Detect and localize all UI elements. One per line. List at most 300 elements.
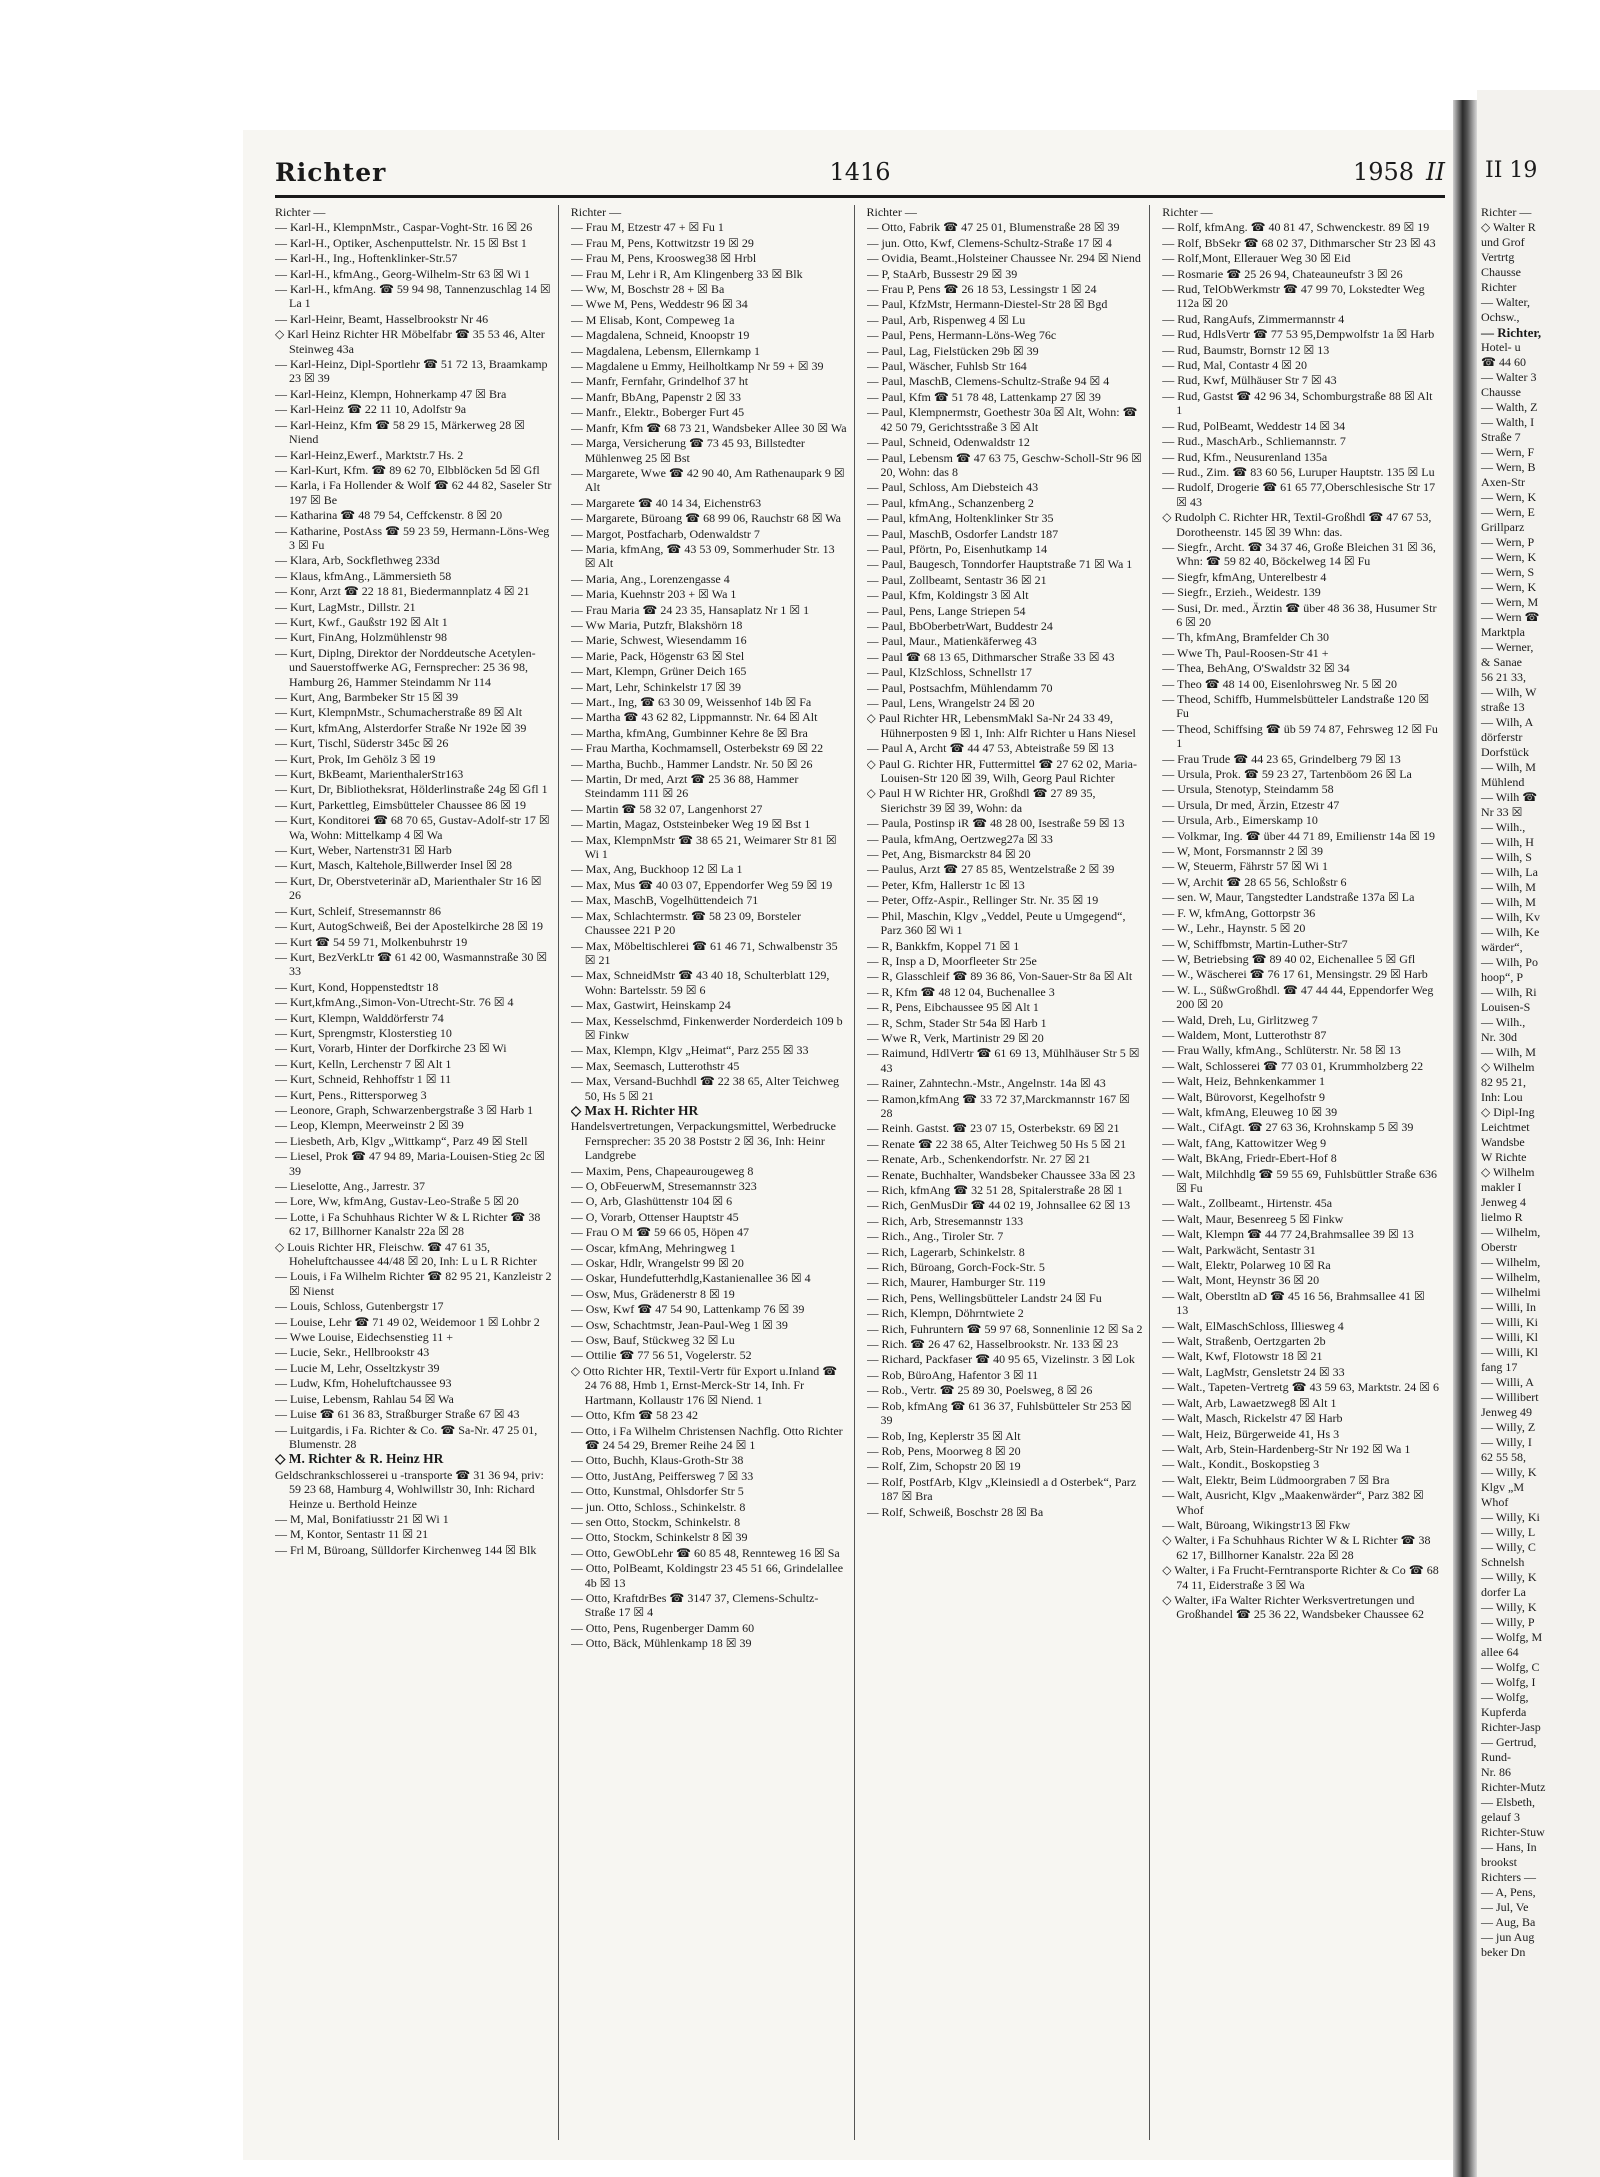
- facing-page-line: Rund-: [1481, 1750, 1511, 1764]
- directory-entry: — Osw, Mus, Grädenerstr 8 ☒ 19: [570, 1286, 735, 1301]
- directory-entry: — Liesel, Prok ☎ 47 94 89, Maria-Louisen-Stieg 2c ☒ 39: [275, 1149, 545, 1178]
- facing-page-line: — Wilh, La: [1481, 865, 1538, 879]
- directory-entry: — Kurt, Ang, Barmbeker Str 15 ☒ 39: [275, 690, 459, 704]
- facing-page-line: — Willy, P: [1481, 1615, 1535, 1629]
- directory-entry: — Kurt, Kelln, Lerchenstr 7 ☒ Alt 1: [275, 1056, 452, 1071]
- directory-entry: ◇ Otto Richter HR, Textil-Vertr für Export u.Inland ☎ 24 76 88, Hmb 1, Ernst-Merck-Str 14, Inh. Fr Hartmann, Kollaustr 176 ☒ Niend. 1: [570, 1363, 838, 1407]
- facing-page-line: Grillparz: [1481, 520, 1525, 534]
- facing-page-line: — Wilh, Po: [1481, 955, 1538, 969]
- directory-entry: ◇ Louis Richter HR, Fleischw. ☎ 47 61 35, Hoheluftchaussee 44/48 ☒ 20, Inh: L u L R Richter: [275, 1239, 537, 1269]
- facing-page-edge: [1477, 90, 1600, 2177]
- facing-page-line: — Willy, L: [1481, 1525, 1536, 1539]
- directory-entry: — jun. Otto, Schloss., Schinkelstr. 8: [570, 1499, 746, 1514]
- facing-page-line: — Wern, P: [1481, 535, 1535, 549]
- directory-entry: — Ursula, Stenotyp, Steindamm 58: [1162, 782, 1334, 797]
- directory-entry: — Karl-H., Optiker, Aschenputtelstr. Nr. 15 ☒ Bst 1: [275, 235, 527, 250]
- directory-entry: — Magdalena, Lebensm, Ellernkamp 1: [570, 343, 761, 358]
- directory-entry: — Frau M, Pens, Kroosweg38 ☒ Hrbl: [570, 251, 757, 266]
- facing-page-line: hoop“, P: [1481, 970, 1523, 984]
- directory-entry: ◇ Walter, iFa Walter Richter Werksvertretungen und Großhandel ☎ 25 36 22, Wandsbeker Chaussee 62: [1162, 1592, 1424, 1622]
- directory-entry: — Karl-H., kfmAng. ☎ 59 94 98, Tannenzuschlag 14 ☒ La 1: [275, 282, 551, 311]
- directory-entry: — Marie, Schwest, Wiesendamm 16: [570, 633, 747, 648]
- facing-page-line: — Willy, Z: [1481, 1420, 1536, 1434]
- facing-page-line: Wandsbe: [1481, 1135, 1525, 1149]
- directory-entry: — Walt., Tapeten-Vertretg ☎ 43 59 63, Marktstr. 24 ☒ 6: [1162, 1380, 1439, 1395]
- facing-page-line: Schnelsh: [1481, 1555, 1525, 1569]
- facing-page-line: ◇ Walter R: [1481, 220, 1536, 234]
- facing-page-line: — Walth, Z: [1481, 400, 1538, 414]
- facing-page-line: — Wilh, Ri: [1481, 985, 1537, 999]
- directory-entry: — Wwe Louise, Eidechsenstieg 11 +: [275, 1330, 454, 1345]
- directory-entry: — Otto, Bäck, Mühlenkamp 18 ☒ 39: [570, 1636, 752, 1651]
- directory-entry: — Pet, Ang, Bismarckstr 84 ☒ 20: [866, 847, 1031, 862]
- facing-page-line: — Willy, K: [1481, 1600, 1537, 1614]
- directory-entry: — Luise ☎ 61 36 83, Straßburger Straße 67 ☒ 43: [275, 1407, 520, 1422]
- directory-entry: — Paul, Wäscher, Fuhlsb Str 164: [866, 359, 1027, 374]
- directory-entry: — Max, Mus ☎ 40 03 07, Eppendorfer Weg 59 ☒ 19: [570, 877, 833, 892]
- facing-page-line: fang 17: [1481, 1360, 1518, 1374]
- directory-entry: — Karl-Heinz,Ewerf., Marktstr.7 Hs. 2: [275, 447, 464, 462]
- directory-entry: — Leonore, Graph, Schwarzenbergstraße 3 ☒ Harb 1: [275, 1102, 534, 1117]
- directory-entry: — Rolf, Schweiß, Boschstr 28 ☒ Ba: [866, 1504, 1044, 1519]
- directory-entry: — Paul, kfmAng., Schanzenberg 2: [866, 495, 1034, 510]
- directory-entry: — Margarete, Büroang ☎ 68 99 06, Rauchstr 68 ☒ Wa: [570, 511, 841, 526]
- facing-page-line: — Willi, Ki: [1481, 1315, 1538, 1329]
- facing-page-line: — Wern, S: [1481, 565, 1535, 579]
- facing-page-line: ◇ Dipl-Ing: [1481, 1105, 1535, 1119]
- part-number: II: [1426, 158, 1445, 186]
- directory-entry: — Otto, Stockm, Schinkelstr 8 ☒ 39: [570, 1530, 748, 1545]
- column-continuation-head: Richter —: [1162, 205, 1213, 219]
- directory-entry: — Walt, Heiz, Behnkenkammer 1: [1162, 1074, 1326, 1089]
- facing-page-line: Kupferda: [1481, 1705, 1527, 1719]
- directory-entry: — Theod, Schiffb, Hummelsbütteler Landstraße 120 ☒ Fu: [1162, 692, 1430, 721]
- facing-page-line: Vertrtg: [1481, 250, 1515, 264]
- facing-page-line: — Wern, B: [1481, 460, 1536, 474]
- directory-entry: — Frau Wally, kfmAng., Schlüterstr. Nr. 58 ☒ 13: [1162, 1043, 1401, 1058]
- directory-entry: — Kurt, AutogSchweiß, Bei der Apostelkirche 28 ☒ 19: [275, 919, 544, 934]
- directory-entry: — Martha ☎ 43 62 82, Lippmannstr. Nr. 64 ☒ Alt: [570, 710, 818, 725]
- directory-entry: — Frau Maria ☎ 24 23 35, Hansaplatz Nr 1 ☒ 1: [570, 602, 810, 617]
- facing-page-line: & Sanae: [1481, 655, 1522, 669]
- directory-entry: — Osw, Bauf, Stückweg 32 ☒ Lu: [570, 1333, 735, 1348]
- facing-page-line: Dorfstück: [1481, 745, 1529, 759]
- directory-entry: — Martha, Buchb., Hammer Landstr. Nr. 50 ☒ 26: [570, 756, 813, 771]
- directory-entry: — sen. W, Maur, Tangstedter Landstraße 137a ☒ La: [1162, 890, 1415, 905]
- directory-entry: — Ww, M, Boschstr 28 + ☒ Ba: [570, 282, 725, 297]
- directory-entry: — Rolf, PostfArb, Klgv „Kleinsiedl a d Osterbek“, Parz 187 ☒ Bra: [866, 1474, 1137, 1504]
- directory-entry: — Kurt, Schneid, Rehhoffstr 1 ☒ 11: [275, 1072, 452, 1087]
- listing-columns: [275, 205, 1445, 2140]
- directory-entry: — Phil, Maschin, Klgv „Veddel, Peute u Umgegend“, Parz 360 ☒ Wi 1: [866, 908, 1126, 938]
- facing-page-line: Richter-Jasp: [1481, 1720, 1541, 1734]
- directory-entry: — Wwe M, Pens, Weddestr 96 ☒ 34: [570, 297, 748, 312]
- header-rule: [275, 195, 1445, 198]
- directory-entry: — Walt, Oberstltn aD ☎ 45 16 56, Brahmsallee 41 ☒ 13: [1162, 1288, 1425, 1318]
- directory-entry: — Kurt, BkBeamt, MarienthalerStr163: [275, 767, 464, 782]
- directory-entry: — Paul, Schneid, Odenwaldstr 12: [866, 435, 1030, 450]
- directory-entry: — Walt, LagMstr, Gensletstr 24 ☒ 33: [1162, 1364, 1345, 1379]
- directory-entry: — Th, kfmAng, Bramfelder Ch 30: [1162, 630, 1330, 645]
- directory-entry: — Magdalena, Schneid, Knoopstr 19: [570, 328, 750, 343]
- directory-entry: — Rosmarie ☎ 25 26 94, Chateauneufstr 3 ☒ 26: [1162, 266, 1403, 281]
- directory-entry: — jun. Otto, Kwf, Clemens-Schultz-Straße 17 ☒ 4: [866, 235, 1112, 250]
- directory-entry: — Rud, Kfm., Neusurenland 135a: [1162, 449, 1328, 464]
- facing-page-line: — Wern ☎: [1481, 610, 1540, 624]
- directory-entry: — Lotte, i Fa Schuhhaus Richter W & L Richter ☎ 38 62 17, Billhorner Kanalstr 22a ☒ 28: [275, 1209, 541, 1239]
- facing-page-line: — Walter 3: [1481, 370, 1537, 384]
- directory-entry: — Paul, KfzMstr, Hermann-Diestel-Str 28 ☒ Bgd: [866, 297, 1108, 312]
- directory-entry: — M, Kontor, Sentastr 11 ☒ 21: [275, 1527, 429, 1542]
- directory-entry: — Kurt, kfmAng, Alsterdorfer Straße Nr 192e ☒ 39: [275, 720, 527, 735]
- facing-page-line: — Jul, Ve: [1481, 1900, 1529, 1914]
- facing-page-line: — Willibert: [1481, 1390, 1539, 1404]
- listing-column-3: [867, 205, 1151, 2140]
- directory-entry: — Rud, Baumstr, Bornstr 12 ☒ 13: [1162, 342, 1330, 357]
- directory-entry: — Paul, kfmAng, Holtenklinker Str 35: [866, 511, 1054, 526]
- directory-entry: — Paul, Klempnermstr, Goethestr 30a ☒ Alt, Wohn: ☎ 42 50 79, Gerichtsstraße 3 ☒ Alt: [866, 405, 1138, 434]
- directory-entry: — Frau O M ☎ 59 66 05, Höpen 47: [570, 1225, 750, 1240]
- directory-entry: — Walt, fAng, Kattowitzer Weg 9: [1162, 1135, 1327, 1150]
- directory-entry: — Paul, Schloss, Am Diebsteich 43: [866, 480, 1039, 495]
- facing-page-line: — Wilh, S: [1481, 850, 1532, 864]
- directory-entry: — Otto, KraftdrBes ☎ 3147 37, Clemens-Schultz-Straße 17 ☒ 4: [570, 1590, 819, 1620]
- directory-entry: — Karl-H., KlempnMstr., Caspar-Voght-Str. 16 ☒ 26: [275, 220, 533, 235]
- directory-entry: — Max, SchneidMstr ☎ 43 40 18, Schulterblatt 129, Wohn: Bartelsstr. 59 ☒ 6: [570, 968, 830, 997]
- facing-page-line: Chausse: [1481, 265, 1521, 279]
- facing-page-line: — Wilh, Kv: [1481, 910, 1540, 924]
- directory-entry: — Paul, Lebensm ☎ 47 63 75, Geschw-Scholl-Str 96 ☒ 20, Wohn: das 8: [866, 450, 1142, 479]
- directory-entry: — Walt, Arb, Lawaetzweg8 ☒ Alt 1: [1162, 1395, 1337, 1410]
- directory-entry: — Ursula, Arb., Eimerskamp 10: [1162, 813, 1318, 828]
- facing-page-line: Marktpla: [1481, 625, 1525, 639]
- facing-page-line: — Wilh, W: [1481, 685, 1537, 699]
- facing-page-line: wärder“,: [1481, 940, 1523, 954]
- facing-page-line: — Willy, Ki: [1481, 1510, 1540, 1524]
- facing-page-line: — Willy, I: [1481, 1435, 1532, 1449]
- facing-page-line: — Willi, In: [1481, 1300, 1536, 1314]
- facing-page-line: Whof: [1481, 1495, 1509, 1509]
- directory-entry: — Walt., CifAgt. ☎ 27 63 36, Krohnskamp 5 ☒ 39: [1162, 1120, 1414, 1135]
- book-gutter: [1453, 100, 1477, 2177]
- facing-page-line: — Wilh, M: [1481, 880, 1536, 894]
- directory-entry: — Frau M, Etzestr 47 + ☒ Fu 1: [570, 220, 724, 235]
- directory-entry: — Paul, MaschB, Osdorfer Landstr 187: [866, 526, 1059, 541]
- facing-page-line: — Wilhelmi: [1481, 1285, 1541, 1299]
- facing-page-line: — Wern, K: [1481, 580, 1537, 594]
- directory-entry: Handelsvertretungen, Verpackungsmittel, Werbedrucke Fernsprecher: 35 20 38 Poststr 2 ☒ 36, Inh: Heinr Landgrebe: [570, 1119, 836, 1163]
- facing-page-line: — Wolfg, I: [1481, 1675, 1536, 1689]
- directory-entry: — Kurt, Weber, Nartenstr31 ☒ Harb: [275, 843, 452, 858]
- facing-page-line: — Wilh, M: [1481, 895, 1536, 909]
- directory-entry: — Otto, Kunstmal, Ohlsdorfer Str 5: [570, 1484, 744, 1499]
- year: 1958: [1352, 158, 1415, 186]
- facing-page-line: — Walth, I: [1481, 415, 1535, 429]
- directory-entry: — Rolf, BbSekr ☎ 68 02 37, Dithmarscher Str 23 ☒ 43: [1162, 235, 1436, 250]
- directory-entry: — Kurt,kfmAng.,Simon-Von-Utrecht-Str. 76 ☒ 4: [275, 995, 514, 1010]
- directory-entry: — Renate, Buchhalter, Wandsbeker Chaussee 33a ☒ 23: [866, 1167, 1136, 1182]
- directory-entry: — Kurt, Pens., Rittersporweg 3: [275, 1087, 427, 1102]
- listing-column-4: [1162, 205, 1445, 2140]
- facing-page-line: — Wern, K: [1481, 550, 1537, 564]
- directory-entry: — Karl-Heinz, Dipl-Sportlehr ☎ 51 72 13, Braamkamp 23 ☒ 39: [275, 357, 548, 386]
- directory-entry: — Karla, i Fa Hollender & Wolf ☎ 62 44 82, Saseler Str 197 ☒ Be: [275, 478, 552, 507]
- facing-page-line: Straße 7: [1481, 430, 1521, 444]
- directory-entry: — Rud., Zim. ☎ 83 60 56, Luruper Hauptstr. 135 ☒ Lu: [1162, 464, 1435, 479]
- directory-entry: — Otto, Fabrik ☎ 47 25 01, Blumenstraße 28 ☒ 39: [866, 220, 1120, 235]
- directory-entry: — Rob, kfmAng ☎ 61 36 37, Fuhlsbütteler Str 253 ☒ 39: [866, 1398, 1132, 1428]
- facing-page-line: — Willy, C: [1481, 1540, 1536, 1554]
- directory-entry: — Kurt, Tischl, Süderstr 345c ☒ 26: [275, 736, 449, 751]
- directory-entry: — Ovidia, Beamt.,Holsteiner Chaussee Nr. 294 ☒ Niend: [866, 251, 1141, 266]
- facing-page-line: — Wolfg, C: [1481, 1660, 1540, 1674]
- directory-entry: — Paul, Lens, Wrangelstr 24 ☒ 20: [866, 696, 1035, 710]
- directory-entry: — Renate ☎ 22 38 65, Alter Teichweg 50 Hs 5 ☒ 21: [866, 1136, 1127, 1151]
- directory-entry: — Margarete ☎ 40 14 34, Eichenstr63: [570, 495, 762, 510]
- facing-page-line: 82 95 21,: [1481, 1075, 1526, 1089]
- page-header: [275, 158, 1445, 198]
- directory-entry: — Raimund, HdlVertr ☎ 61 69 13, Mühlhäuser Str 5 ☒ 43: [866, 1046, 1140, 1075]
- facing-page-line: gelauf 3: [1481, 1810, 1520, 1824]
- directory-entry: — Marga, Versicherung ☎ 73 45 93, Billstedter Mühlenweg 25 ☒ Bst: [570, 436, 805, 465]
- facing-page-line: brookst: [1481, 1855, 1517, 1869]
- directory-entry: — Katharina ☎ 48 79 54, Ceffckenstr. 8 ☒ 20: [275, 508, 503, 523]
- directory-entry: — Rud, Mal, Contastr 4 ☒ 20: [1162, 358, 1308, 373]
- directory-entry: — Walt, Milchhdlg ☎ 59 55 69, Fuhlsbüttler Straße 636 ☒ Fu: [1162, 1166, 1437, 1195]
- facing-page-line: makler I: [1481, 1180, 1522, 1194]
- facing-page-line: Chausse: [1481, 385, 1521, 399]
- directory-entry: — Walt, Arb, Stein-Hardenberg-Str Nr 192 ☒ Wa 1: [1162, 1441, 1411, 1456]
- directory-entry: — Klaus, kfmAng., Lämmersieth 58: [275, 568, 452, 583]
- facing-page-line: — Willi, Kl: [1481, 1345, 1538, 1359]
- directory-entry: — Martha, kfmAng, Gumbinner Kehre 8e ☒ Bra: [570, 725, 808, 740]
- directory-entry: — Paul, Lag, Fielstücken 29b ☒ 39: [866, 343, 1039, 358]
- directory-entry: — Paul, Kfm ☎ 51 78 48, Lattenkamp 27 ☒ 39: [866, 389, 1101, 404]
- facing-page-line: — Willy, K: [1481, 1465, 1537, 1479]
- directory-entry: — Rich, Büroang, Gorch-Fock-Str. 5: [866, 1260, 1045, 1275]
- directory-entry: — Osw, Schachtmstr, Jean-Paul-Weg 1 ☒ 39: [570, 1317, 788, 1332]
- facing-page-line: dorfer La: [1481, 1585, 1526, 1599]
- directory-entry: — Oskar, Hdlr, Wrangelstr 99 ☒ 20: [570, 1256, 744, 1271]
- directory-entry: — Manfr, Fernfahr, Grindelhof 37 ht: [570, 374, 749, 389]
- directory-entry: — Kurt, Prok, Im Gehölz 3 ☒ 19: [275, 751, 436, 766]
- header-year: [1353, 158, 1445, 186]
- directory-entry: — Ludw, Kfm, Hoheluftchaussee 93: [275, 1376, 452, 1391]
- directory-entry: ◇ Karl Heinz Richter HR Möbelfabr ☎ 35 53 46, Alter Steinweg 43a: [275, 327, 545, 356]
- directory-entry: — Margot, Postfacharb, Odenwaldstr 7: [570, 526, 760, 541]
- directory-entry: — Karl-Heinz, Kfm ☎ 58 29 15, Märkerweg 28 ☒ Niend: [275, 417, 525, 447]
- directory-entry: — Walt, Bürovorst, Kegelhofstr 9: [1162, 1089, 1326, 1104]
- directory-entry: — Volkmar, Ing. ☎ über 44 71 89, Emilienstr 14a ☒ 19: [1162, 828, 1436, 843]
- directory-entry: ◇ Paul G. Richter HR, Futtermittel ☎ 27 62 02, Maria-Louisen-Str 120 ☒ 39, Wilh, Georg Paul Richter: [866, 756, 1137, 786]
- directory-entry: — Theod, Schiffsing ☎ üb 59 74 87, Fehrsweg 12 ☒ Fu 1: [1162, 721, 1438, 751]
- directory-entry: — Rob., Vertr. ☎ 25 89 30, Poelsweg, 8 ☒ 26: [866, 1383, 1093, 1398]
- directory-entry: — Frau M, Pens, Kottwitzstr 19 ☒ 29: [570, 235, 754, 250]
- directory-entry: — Kurt, Masch, Kaltehole,Billwerder Insel ☒ 28: [275, 858, 513, 873]
- directory-entry: — Walt, Mont, Heynstr 36 ☒ 20: [1162, 1273, 1320, 1288]
- directory-entry: — Maria, kfmAng, ☎ 43 53 09, Sommerhuder Str. 13 ☒ Alt: [570, 541, 835, 571]
- facing-page-line: Inh: Lou: [1481, 1090, 1523, 1104]
- directory-entry: — Liesbeth, Arb, Klgv „Wittkamp“, Parz 49 ☒ Stell: [275, 1133, 528, 1148]
- directory-entry: — Siegfr., Erzieh., Weidestr. 139: [1162, 585, 1321, 600]
- directory-entry: — Mart, Lehr, Schinkelstr 17 ☒ 39: [570, 679, 741, 694]
- directory-entry: — Maria, Ang., Lorenzengasse 4: [570, 571, 730, 586]
- directory-entry: — sen Otto, Stockm, Schinkelstr. 8: [570, 1514, 741, 1529]
- directory-entry: — Katharine, PostAss ☎ 59 23 59, Hermann-Löns-Weg 3 ☒ Fu: [275, 523, 550, 552]
- directory-entry: — Lore, Ww, kfmAng, Gustav-Leo-Straße 5 ☒ 20: [275, 1194, 519, 1209]
- directory-entry: — Susi, Dr. med., Ärztin ☎ über 48 36 38, Husumer Str 6 ☒ 20: [1162, 600, 1437, 629]
- facing-page-line: Mühlend: [1481, 775, 1525, 789]
- facing-page-line: — Wilh, Ke: [1481, 925, 1540, 939]
- directory-entry: — Rob, Pens, Moorweg 8 ☒ 20: [866, 1443, 1021, 1458]
- directory-entry: — Paul, Maur., Matienkäferweg 43: [866, 634, 1037, 649]
- facing-page-line: — Wilh.,: [1481, 1015, 1526, 1029]
- header-surname: Richter: [275, 158, 387, 187]
- facing-page-line: Oberstr: [1481, 1240, 1517, 1254]
- directory-entry: — Rich, kfmAng ☎ 32 51 28, Spitalerstraße 28 ☒ 1: [866, 1183, 1123, 1197]
- directory-entry: — Max, Ang, Buckhoop 12 ☒ La 1: [570, 862, 743, 877]
- directory-entry: — Max, Gastwirt, Heinskamp 24: [570, 998, 731, 1013]
- facing-page-line: Louisen-S: [1481, 1000, 1531, 1014]
- directory-entry: — Paul, BbOberbetrWart, Buddestr 24: [866, 618, 1053, 633]
- directory-entry: — Frau M, Lehr i R, Am Klingenberg 33 ☒ Blk: [570, 266, 803, 281]
- directory-entry: — Paula, kfmAng, Oertzweg27a ☒ 33: [866, 831, 1053, 846]
- directory-entry: — Paul ☎ 68 13 65, Dithmarscher Straße 33 ☒ 43: [866, 649, 1115, 664]
- directory-entry: — Max, Möbeltischlerei ☎ 61 46 71, Schwalbenstr 35 ☒ 21: [570, 938, 838, 967]
- directory-entry: — Magdalene u Emmy, Heilholtkamp Nr 59 + ☒ 39: [570, 359, 824, 374]
- facing-page-line: und Grof: [1481, 235, 1525, 249]
- directory-entry: — Paul, MaschB, Clemens-Schultz-Straße 94 ☒ 4: [866, 374, 1110, 389]
- directory-entry: — Max, Versand-Buchhdl ☎ 22 38 65, Alter Teichweg 50, Hs 5 ☒ 21: [570, 1074, 840, 1103]
- directory-entry: — Martin, Dr med, Arzt ☎ 25 36 88, Hammer Steindamm 111 ☒ 26: [570, 772, 799, 801]
- directory-entry: — Maxim, Pens, Chapeaurougeweg 8: [570, 1163, 754, 1178]
- directory-entry: — W, Steuerm, Fährstr 57 ☒ Wi 1: [1162, 859, 1328, 874]
- directory-entry: — Margarete, Wwe ☎ 42 90 40, Am Rathenaupark 9 ☒ Alt: [570, 465, 845, 495]
- directory-entry: — Kurt, Vorarb, Hinter der Dorfkirche 23 ☒ Wi: [275, 1041, 507, 1056]
- directory-entry: — Louis, i Fa Wilhelm Richter ☎ 82 95 21, Kanzleistr 2 ☒ Nienst: [275, 1269, 552, 1298]
- directory-entry: — Renate, Arb., Schenkendorfstr. Nr. 27 ☒ 21: [866, 1152, 1091, 1167]
- column-continuation-head: Richter —: [866, 205, 917, 219]
- directory-entry: — Max, Kesselschmd, Finkenwerder Norderdeich 109 b ☒ Finkw: [570, 1013, 843, 1042]
- directory-entry: — Lucie M, Lehr, Osseltzkystr 39: [275, 1360, 440, 1375]
- facing-page-line: ◇ Wilhelm: [1481, 1060, 1535, 1074]
- directory-entry: — Paulus, Arzt ☎ 27 85 85, Wentzelstraße 2 ☒ 39: [866, 862, 1115, 877]
- facing-page-line: — Aug, Ba: [1481, 1915, 1536, 1929]
- directory-entry: — Kurt, Diplng, Direktor der Norddeutsche Acetylen- und Sauerstoffwerke AG, Fernsprecher: 25 36 98, Hamburg 26, Hammer Steindamm Nr 114: [275, 645, 536, 689]
- directory-entry: — Otto, GewObLehr ☎ 60 85 48, Rennteweg 16 ☒ Sa: [570, 1545, 840, 1560]
- facing-page-line: Klgv „M: [1481, 1480, 1524, 1494]
- facing-page-line: Ochsw.,: [1481, 310, 1520, 324]
- directory-entry: — R, Schm, Stader Str 54a ☒ Harb 1: [866, 1015, 1047, 1030]
- facing-page-line: — Wilh, A: [1481, 715, 1534, 729]
- facing-page-line: Nr. 86: [1481, 1765, 1511, 1779]
- facing-page-line: Richter-Mutz: [1481, 1780, 1546, 1794]
- directory-entry: — Paul, Kfm, Koldingstr 3 ☒ Alt: [866, 588, 1029, 603]
- facing-page-line: dörferstr: [1481, 730, 1523, 744]
- directory-entry: — Kurt, Dr, Oberstveterinär aD, Marienthaler Str 16 ☒ 26: [275, 873, 542, 903]
- directory-entry: — Walt, BkAng, Friedr-Ebert-Hof 8: [1162, 1151, 1337, 1166]
- directory-entry: — Paula, Postinsp iR ☎ 48 28 00, Isestraße 59 ☒ 13: [866, 816, 1125, 831]
- facing-page-line: Jenweg 49: [1481, 1405, 1532, 1419]
- directory-entry: — Rob, BüroAng, Hafentor 3 ☒ 11: [866, 1367, 1039, 1382]
- directory-entry: — Mart, Klempn, Grüner Deich 165: [570, 664, 747, 679]
- directory-entry: — Rud, Gastst ☎ 42 96 34, Schomburgstraße 88 ☒ Alt 1: [1162, 388, 1433, 418]
- directory-entry: — Frau Trude ☎ 44 23 65, Grindelberg 79 ☒ 13: [1162, 751, 1401, 766]
- directory-entry: — Richard, Packfaser ☎ 40 95 65, Vizelinstr. 3 ☒ Lok: [866, 1352, 1135, 1367]
- directory-entry: ◇ M. Richter & R. Heinz HR: [275, 1451, 444, 1467]
- directory-entry: — Paul, Zollbeamt, Sentastr 36 ☒ 21: [866, 572, 1047, 587]
- facing-page-line: — Wern, F: [1481, 445, 1535, 459]
- directory-entry: — Luise, Lebensm, Rahlau 54 ☒ Wa: [275, 1391, 454, 1406]
- facing-page-line: — jun Aug: [1481, 1930, 1535, 1944]
- directory-entry: — Rich., Ang., Tiroler Str. 7: [866, 1229, 1004, 1244]
- directory-entry: — Lieselotte, Ang., Jarrestr. 37: [275, 1179, 425, 1193]
- directory-entry: — Rich, Maurer, Hamburger Str. 119: [866, 1275, 1046, 1290]
- directory-entry: — Paul, Postsachfm, Mühlendamm 70: [866, 680, 1053, 695]
- directory-entry: — Oskar, Hundefutterhdlg,Kastanienallee 36 ☒ 4: [570, 1271, 811, 1286]
- facing-page-line: — Wilhelm,: [1481, 1225, 1541, 1239]
- facing-page-line: — Gertrud,: [1481, 1735, 1537, 1749]
- directory-entry: — Kurt, Klempn, Walddörferstr 74: [275, 1010, 444, 1025]
- directory-entry: — R, Insp a D, Moorfleeter Str 25e: [866, 953, 1037, 968]
- directory-entry: — Walt, Ausricht, Klgv „Maakenwärder“, Parz 382 ☒ Whof: [1162, 1488, 1424, 1517]
- directory-entry: — Maria, Kuehnstr 203 + ☒ Wa 1: [570, 587, 737, 602]
- facing-page-header: II 19: [1485, 158, 1538, 183]
- directory-entry: — Karl-H., Ing., Hoftenklinker-Str.57: [275, 251, 458, 266]
- facing-page-line: — Richter,: [1481, 325, 1542, 340]
- directory-entry: — W, Mont, Forsmannstr 2 ☒ 39: [1162, 844, 1324, 859]
- directory-entry: — Ursula, Prok. ☎ 59 23 27, Tartenböom 26 ☒ La: [1162, 767, 1412, 782]
- facing-page-line: — Wern, M: [1481, 595, 1539, 609]
- directory-entry: — Louise, Lehr ☎ 71 49 02, Weidemoor 1 ☒ Lohbr 2: [275, 1314, 540, 1329]
- facing-page-line: Richter-Stuw: [1481, 1825, 1545, 1839]
- directory-entry: — Kurt ☎ 54 59 71, Molkenbuhrstr 19: [275, 934, 468, 949]
- facing-page-line: Axen-Str: [1481, 475, 1525, 489]
- directory-entry: — R, Kfm ☎ 48 12 04, Buchenallee 3: [866, 984, 1055, 999]
- directory-entry: — Kurt, FinAng, Holzmühlenstr 98: [275, 630, 447, 645]
- directory-entry: — Kurt, Sprengmstr, Klosterstieg 10: [275, 1025, 452, 1040]
- directory-entry: — Otto, JustAng, Peiffersweg 7 ☒ 33: [570, 1468, 754, 1483]
- directory-entry: — Frl M, Büroang, Sülldorfer Kirchenweg 144 ☒ Blk: [275, 1542, 537, 1557]
- directory-entry: — Walt, Parkwächt, Sentastr 31: [1162, 1242, 1316, 1257]
- directory-entry: — Rud, PolBeamt, Weddestr 14 ☒ 34: [1162, 418, 1346, 433]
- facing-page-line: Richters —: [1481, 1870, 1536, 1884]
- facing-page-line: W Richte: [1481, 1150, 1527, 1164]
- directory-entry: — Peter, Kfm, Hallerstr 1c ☒ 13: [866, 877, 1025, 892]
- directory-entry: — O, Arb, Glashüttenstr 104 ☒ 6: [570, 1194, 733, 1209]
- directory-entry: — Karl-Heinr, Beamt, Hasselbrookstr Nr 46: [275, 311, 489, 326]
- directory-entry: — Manfr., Elektr., Boberger Furt 45: [570, 405, 745, 420]
- directory-entry: — Mart., Ing, ☎ 63 30 09, Weissenhof 14b ☒ Fa: [570, 695, 812, 709]
- directory-entry: — W., Lehr., Haynstr. 5 ☒ 20: [1162, 921, 1306, 936]
- directory-entry: — Siegfr., Archt. ☎ 34 37 46, Große Bleichen 31 ☒ 36, Whn: ☎ 59 82 40, Böckelweg 14 ☒ Fu: [1162, 539, 1436, 569]
- directory-entry: — Rud., MaschArb., Schliemannstr. 7: [1162, 434, 1346, 449]
- directory-entry: — O, ObFeuerwM, Stresemannstr 323: [570, 1179, 757, 1193]
- directory-entry: — Paul, Arb, Rispenweg 4 ☒ Lu: [866, 312, 1026, 327]
- directory-entry: — Otto, PolBeamt, Koldingstr 23 45 51 66, Grindelallee 4b ☒ 13: [570, 1561, 844, 1590]
- directory-entry: — Paul, KlzSchloss, Schnellstr 17: [866, 665, 1032, 680]
- directory-entry: — Frau Martha, Kochmamsell, Osterbekstr 69 ☒ 22: [570, 741, 824, 756]
- directory-entry: — Paul, Pförtn, Po, Eisenhutkamp 14: [866, 541, 1048, 556]
- directory-entry: — Oscar, kfmAng, Mehringweg 1: [570, 1240, 736, 1255]
- directory-entry: — R, Pens, Eibchaussee 95 ☒ Alt 1: [866, 1000, 1039, 1015]
- directory-entry: — M Elisab, Kont, Compeweg 1a: [570, 312, 735, 327]
- directory-entry: — Max, KlempnMstr ☎ 38 65 21, Weimarer Str 81 ☒ Wi 1: [570, 832, 837, 862]
- directory-entry: — Walt, ElMaschSchloss, Illiesweg 4: [1162, 1318, 1344, 1333]
- directory-entry: — Rud, TelObWerkmstr ☎ 47 99 70, Lokstedter Weg 112a ☒ 20: [1162, 282, 1425, 311]
- directory-entry: — Peter, Offz-Aspir., Rellinger Str. Nr. 35 ☒ 19: [866, 893, 1099, 908]
- directory-entry: — Otto, Buchh, Klaus-Groth-Str 38: [570, 1453, 744, 1468]
